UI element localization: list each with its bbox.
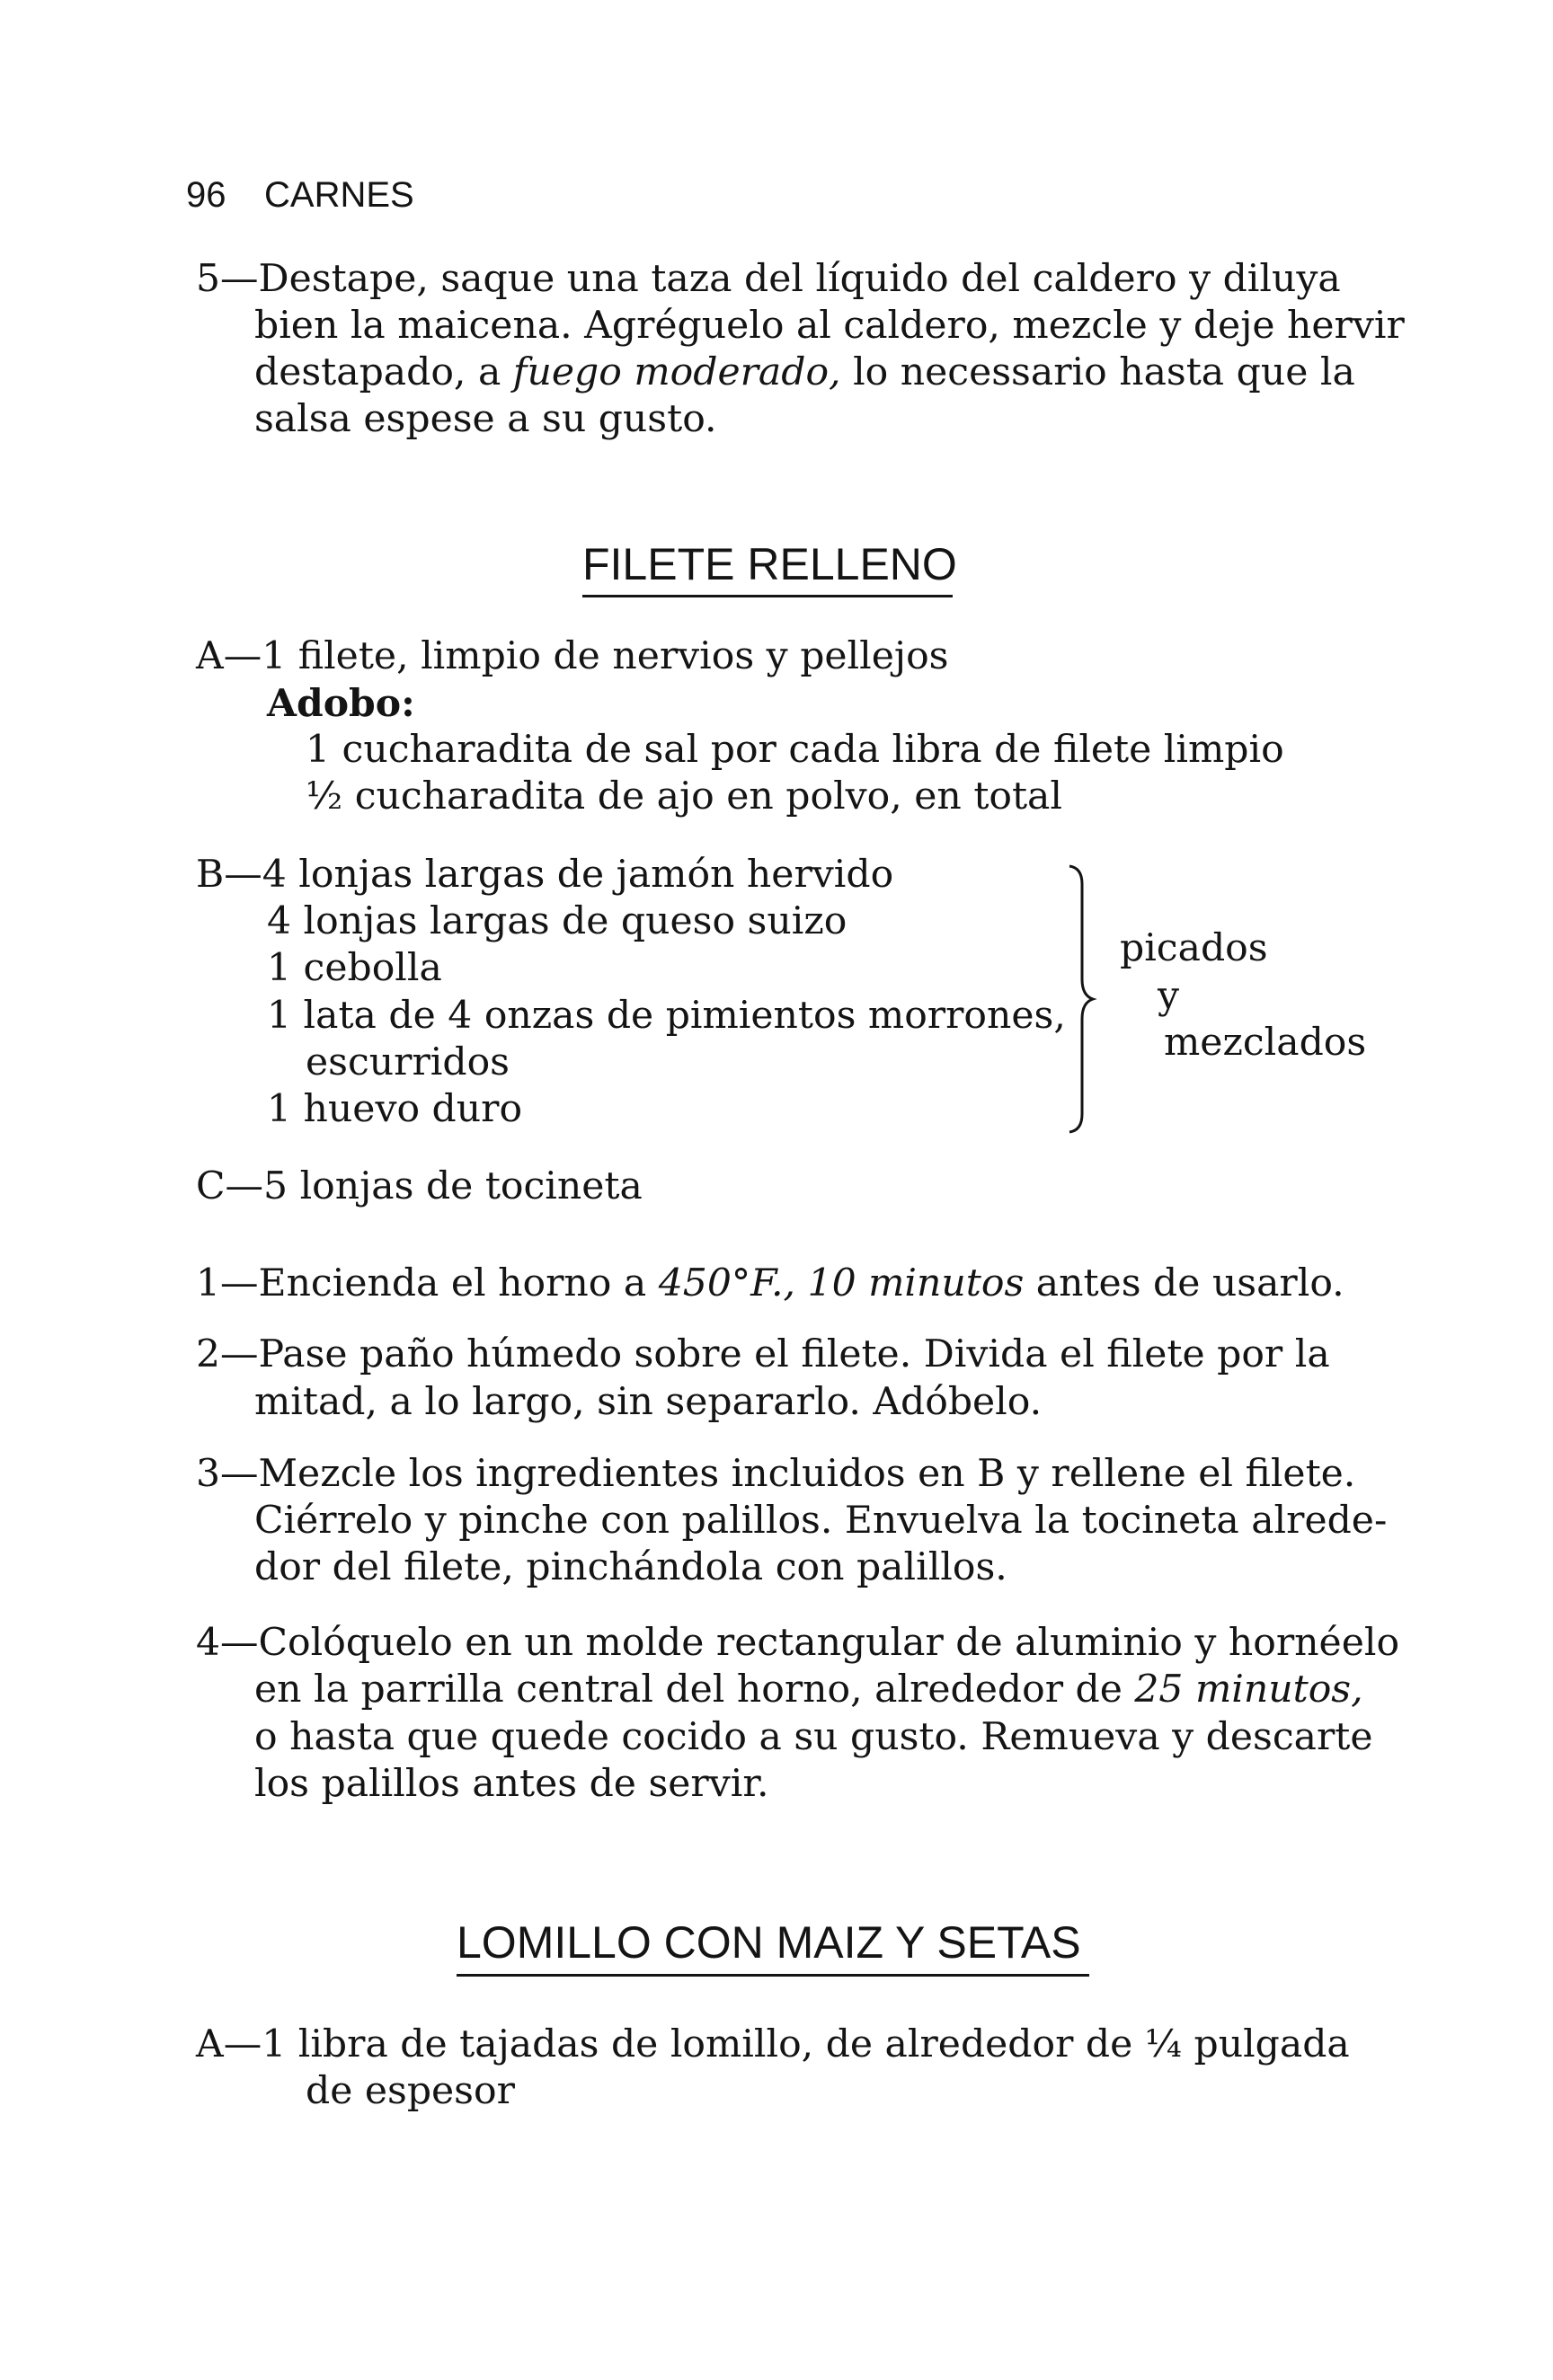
ingredient-c: C—5 lonjas de tocineta xyxy=(196,1164,643,1208)
ingredient-b-2: 4 lonjas largas de queso suizo xyxy=(267,899,847,943)
ingredient-b-5: escurridos xyxy=(306,1040,510,1084)
recipe-title-lomillo: LOMILLO CON MAIZ Y SETAS xyxy=(457,1917,1081,1968)
brace-note-2: y xyxy=(1158,974,1180,1018)
ingredient-b-1: B—4 lonjas largas de jamón hervido xyxy=(196,853,894,897)
recipe-title-filete-relleno: FILETE RELLENO xyxy=(582,539,957,589)
intro-step-line-1: 5—Destape, saque una taza del líquido del caldero y diluya xyxy=(196,257,1341,301)
recipe2-ingredient-a-line-2: de espesor xyxy=(306,2069,515,2113)
ingredient-a: A—1 filete, limpio de nervios y pellejos xyxy=(196,634,949,678)
step-4-line-3: o hasta que quede cocido a su gusto. Remueva y descarte xyxy=(254,1715,1373,1759)
section-header: CARNES xyxy=(264,175,414,215)
recipe2-ingredient-a-line-1: A—1 libra de tajadas de lomillo, de alrededor de ¼ pulgada xyxy=(196,2022,1350,2066)
step-3-line-1: 3—Mezcle los ingredientes incluidos en B y rellene el filete. xyxy=(196,1452,1356,1496)
brace-icon xyxy=(1060,864,1105,1134)
brace-note-1: picados xyxy=(1120,926,1268,970)
step-4-line-2: en la parrilla central del horno, alrededor de 25 minutos, xyxy=(254,1668,1363,1712)
ingredient-b-4: 1 lata de 4 onzas de pimientos morrones, xyxy=(267,994,1066,1038)
adobo-line-2: ½ cucharadita de ajo en polvo, en total xyxy=(306,774,1062,818)
step-4-line-4: los palillos antes de servir. xyxy=(254,1762,769,1806)
page-number: 96 xyxy=(186,175,226,215)
intro-step-line-3: destapado, a fuego moderado, lo necessario hasta que la xyxy=(254,350,1355,394)
brace-note-3: mezclados xyxy=(1164,1021,1367,1065)
step-1: 1—Encienda el horno a 450°F., 10 minutos antes de usarlo. xyxy=(196,1261,1344,1305)
title-underline-2 xyxy=(457,1974,1089,1977)
step-4-line-1: 4—Colóquelo en un molde rectangular de aluminio y hornéelo xyxy=(196,1621,1400,1665)
ingredient-b-6: 1 huevo duro xyxy=(267,1087,523,1131)
intro-step-line-4: salsa espese a su gusto. xyxy=(254,397,717,441)
step-3-line-3: dor del filete, pinchándola con palillos. xyxy=(254,1545,1007,1589)
step-2-line-1: 2—Pase paño húmedo sobre el filete. Divida el filete por la xyxy=(196,1332,1330,1376)
title-underline xyxy=(582,595,953,597)
adobo-line-1: 1 cucharadita de sal por cada libra de filete limpio xyxy=(306,728,1284,772)
step-2-line-2: mitad, a lo largo, sin separarlo. Adóbelo. xyxy=(254,1380,1043,1424)
step-3-line-2: Ciérrelo y pinche con palillos. Envuelva la tocineta alrede- xyxy=(254,1499,1388,1543)
ingredient-b-3: 1 cebolla xyxy=(267,946,442,990)
intro-step-line-2: bien la maicena. Agréguelo al caldero, mezcle y deje hervir xyxy=(254,304,1405,348)
adobo-label: Adobo: xyxy=(267,681,415,726)
